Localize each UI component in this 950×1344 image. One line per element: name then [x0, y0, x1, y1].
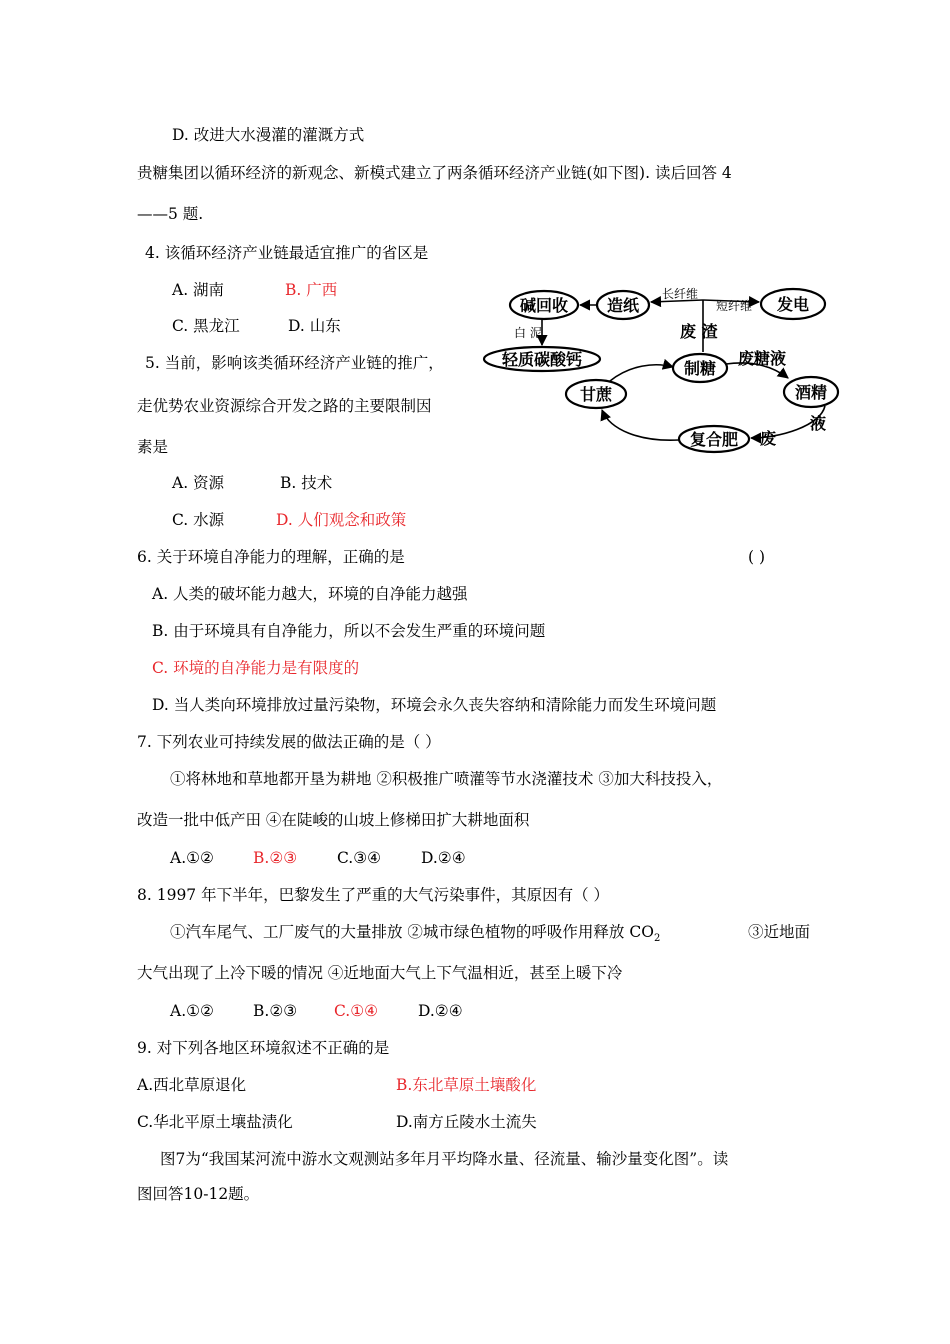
q4-option-d: D. 山东 [288, 317, 341, 335]
edge-fiber-label: 长纤维 [662, 287, 699, 301]
edge-shortfiber-label: 短纤维 [716, 299, 753, 313]
node-alcohol-label: 酒精 [794, 383, 828, 402]
q5-stem-1: 5. 当前，影响该类循环经济产业链的推广， [145, 354, 444, 372]
edge-residue-label: 废 渣 [680, 322, 718, 341]
node-paper-label: 造纸 [606, 296, 640, 315]
q8-statements-1-text: ①汽车尾气、工厂废气的大量排放 ②城市绿色植物的呼吸作用释放 CO [170, 923, 654, 941]
q8-option-c-answer: C.①④ [334, 1002, 379, 1020]
node-recover-label: 碱回收 [519, 296, 569, 315]
edge-ye-label: 液 [810, 414, 827, 433]
node-caco3-label: 轻质碳酸钙 [501, 350, 583, 369]
q9-option-d: D.南方丘陵水土流失 [396, 1113, 537, 1131]
q6-option-c-answer: C. 环境的自净能力是有限度的 [152, 659, 360, 677]
circular-economy-diagram [480, 280, 846, 456]
q5-option-c: C. 水源 [172, 511, 225, 529]
q7-option-d: D.②④ [421, 849, 466, 867]
q7-option-b-answer: B.②③ [253, 849, 298, 867]
q7-stem: 7. 下列农业可持续发展的做法正确的是（ ） [137, 733, 441, 751]
q9-option-a: A.西北草原退化 [137, 1076, 247, 1094]
q7-statements-1: ①将林地和草地都开垦为耕地 ②积极推广喷灌等节水浇灌技术 ③加大科技投入， [170, 770, 723, 788]
q5-stem-2: 走优势农业资源综合开发之路的主要限制因 [137, 397, 432, 415]
q8-option-d: D.②④ [418, 1002, 463, 1020]
q4-option-a: A. 湖南 [172, 281, 225, 299]
edge-white-mud-label: 白 泥 [514, 326, 542, 340]
q8-stem: 8. 1997 年下半年，巴黎发生了严重的大气污染事件，其原因有（ ） [137, 886, 610, 904]
q6-option-a: A. 人类的破坏能力越大，环境的自净能力越强 [152, 585, 468, 603]
q7-statements-2: 改造一批中低产田 ④在陡峻的山坡上修梯田扩大耕地面积 [137, 811, 530, 829]
q8-option-b: B.②③ [253, 1002, 298, 1020]
q6-stem: 6. 关于环境自净能力的理解，正确的是 [137, 548, 405, 566]
intro-line-1: 贵糖集团以循环经济的新观念、新模式建立了两条循环经济产业链(如下图). 读后回答 4 [137, 164, 732, 182]
q7-option-a: A.①② [170, 849, 214, 867]
q4-option-c: C. 黑龙江 [172, 317, 240, 335]
q5-option-a: A. 资源 [172, 474, 225, 492]
q8-option-a: A.①② [170, 1002, 214, 1020]
q4-stem: 4. 该循环经济产业链最适宜推广的省区是 [145, 244, 429, 262]
node-sugar-label: 制糖 [683, 359, 717, 378]
node-cane-label: 甘蔗 [579, 385, 613, 404]
edge-fert-to-cane [602, 410, 679, 440]
q6-option-b: B. 由于环境具有自净能力，所以不会发生严重的环境问题 [152, 622, 546, 640]
q5-option-b: B. 技术 [280, 474, 333, 492]
q8-co2-subscript: 2 [653, 933, 661, 945]
q8-statements-1-end: ③近地面 [748, 923, 811, 941]
edge-molasses-label: 废糖液 [738, 349, 787, 368]
figure-intro-1: 图7为“我国某河流中游水文观测站多年月平均降水量、径流量、输沙量变化图”。读 [160, 1150, 729, 1168]
q6-answer-paren: ( ) [748, 548, 766, 566]
q9-option-b-answer: B.东北草原土壤酸化 [396, 1076, 537, 1094]
q3-option-d: D. 改进大水漫灌的灌溉方式 [172, 126, 365, 144]
q9-option-c: C.华北平原土壤盐渍化 [137, 1113, 293, 1131]
q9-stem: 9. 对下列各地区环境叙述不正确的是 [137, 1039, 390, 1057]
q5-stem-3: 素是 [137, 438, 169, 456]
edge-fei-label: 废 [760, 429, 777, 448]
q7-option-c: C.③④ [337, 849, 382, 867]
q8-statements-1 [170, 922, 660, 949]
q5-option-d-answer: D. 人们观念和政策 [276, 511, 407, 529]
node-power-label: 发电 [776, 295, 810, 314]
q4-option-b-answer: B. 广西 [285, 281, 338, 299]
q8-statements-2: 大气出现了上冷下暖的情况 ④近地面大气上下气温相近，甚至上暖下冷 [137, 964, 623, 982]
node-fert-label: 复合肥 [689, 430, 739, 449]
intro-line-2: ——5 题. [137, 205, 204, 223]
q6-option-d: D. 当人类向环境排放过量污染物，环境会永久丧失容纳和清除能力而发生环境问题 [152, 696, 717, 714]
edge-cane-to-sugar [610, 365, 673, 381]
figure-intro-2: 图回答10-12题。 [137, 1185, 260, 1203]
